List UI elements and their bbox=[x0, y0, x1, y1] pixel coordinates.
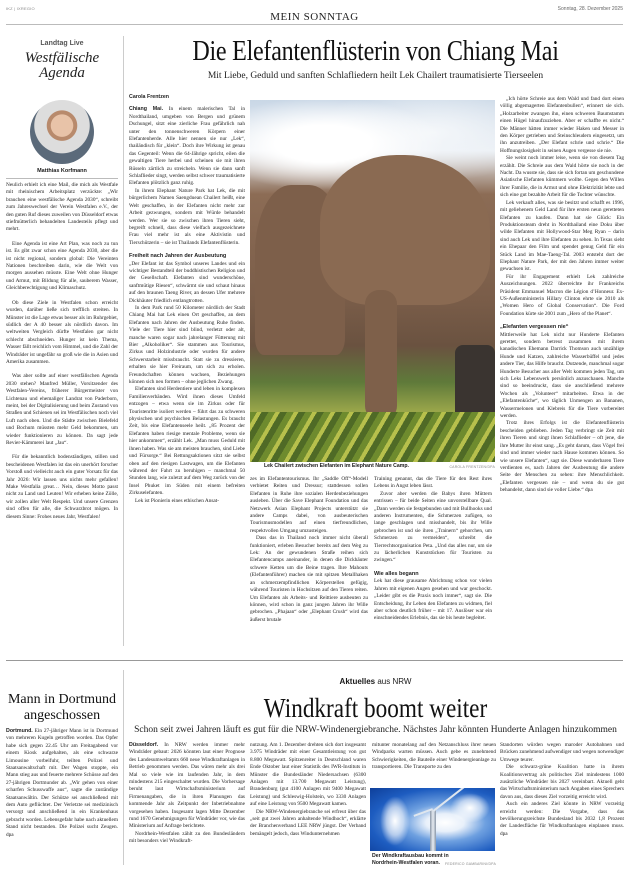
article-paragraph: zes im Elefantentourismus. Ihr „Saddle Off“-Modell verbietet Reiten und Dressur; stattdessen sollen Elefanten in Ruhe ihre sozialen Herdenbeziehungen ausleben. Über die Save Elephant Foundation und das Netzwerk Asian Elephant Projects unterstützt sie andere Camps dabei, von ausbeuterischen Tourismusmodellen auf einen tierfreundlichen, respektvollen Umgang umzusteigen. bbox=[250, 476, 368, 534]
wind-photo-caption: Der Windkraftausbau kommt in Nordrhein-Westfalen voran. bbox=[372, 853, 449, 866]
section-divider bbox=[6, 660, 623, 661]
article-paragraph: Lek hat diese grausame Abrichtung schon vor vielen Jahren mit eigenen Augen gesehen und war geschockt. „Leider gibt es die Praxis noch immer“, sagt sie. Die Entscheidung, ihr Leben den Elefanten zu widmen, fiel aber schon deutlich früher – mit 17. Auslöser war ein einschneidendes Erlebnis, das sie bis heute begleitet. bbox=[374, 578, 492, 622]
article-column-3 bbox=[374, 476, 492, 623]
section-label-rest: aus NRW bbox=[375, 677, 412, 686]
photo-cloud bbox=[380, 796, 410, 846]
newspaper-logo: IKZ | IXREGIO bbox=[6, 6, 35, 11]
nrw-paragraph: Nordrhein-Westfalen zählt zu den Bundesländern mit besonders viel Windkraft- bbox=[129, 830, 245, 845]
nrw-column-3 bbox=[372, 742, 496, 772]
column-separator bbox=[123, 670, 124, 865]
photo-credit: CAROLA FRENTZEN/DPA bbox=[449, 465, 495, 469]
column-paragraph: Neulich erhielt ich eine Mail, die mich als Westfale mit rheinischem Arbeitsplatz verzückte: „Wir brauchen eine westfälische Agenda 2030“, schreibt zum Jahreswechsel der Verein Westfalen e.V., der den guten Ruf dieses zuweilen von Düsseldorf etwas stiefmütterlich behandelten Landesteils pflegt und mehrt. bbox=[6, 182, 118, 233]
article-deck: Mit Liebe, Geduld und sanften Schlafliedern heilt Lek Chailert traumatisierte Tierseelen bbox=[207, 71, 544, 81]
photo-cloud bbox=[450, 793, 490, 823]
article-paragraph: Für ihr Engagement erhielt Lek zahlreiche Auszeichnungen. 2022 überreichte ihr Frankreichs Präsident Emmanuel Macron die Légion d’Honneur. Ex-US-Außenministerin Hillary Clinton ehrte sie 2010 als „Women Hero of Global Conservation“. Die Ford Foundation kürte sie 2001 zum „Hero of the Planet“. bbox=[500, 273, 624, 317]
article-paragraph: Lek verkauft alles, was sie besitzt und schafft es 1996, mit geliehenem Geld Land für ihre ersten neun geretteten Elefanten zu kaufen. Dann hat sie Glück: Ein Produktionsteam dreht in Nordthailand eine Doku über wilde Elefanten mit Hollywood-Star Meg Ryan – darin sind auch Lek und ihre Elefanten zu sehen. In Texas sieht ein Ehepaar den Film und spendet genug Geld für ein Stück Land im Mae-Taeng-Tal. 2003 entsteht dort der Elephant Nature Park, der mit den Jahren immer weiter gewachsen ist. bbox=[500, 199, 624, 273]
section-title: MEIN SONNTAG bbox=[270, 11, 359, 23]
article-paragraph: In ihrem Elephant Nature Park hat Lek, die mit bürgerlichem Namen Saengduean Chailert heißt, eine Welt geschaffen, in der Elefanten nicht mehr zur Arbeit gezwungen, sondern mit Würde behandelt werden. Wer sie so zwischen ihren Tieren sieht, begreift schnell, dass diese vielfach ausgezeichnete Frau viel mehr ist als eine Aktivistin und Tierschützerin – sie ist Thailands Elefantenflüsterin. bbox=[129, 187, 245, 246]
nrw-headline: Windkraft boomt weiter bbox=[263, 693, 488, 723]
column-paragraph: Was aber sollte auf einer westfälischen Agenda 2030 stehen? Manfred Müller, Vorsitzender des Westfalen-Vereins, früherer Bürgermeister von Lichtenau und ehemaliger Landrat von Paderborn, meint, bei der Digitalisierung und beim Zustand von Straßen und Schienen sei im Westfälischen noch viel Luft nach oben. Und die Städte zwischen Bielefeld und Bochum müssten mehr Geld bekommen, um wieder funktionieren zu können. Da sagt jede Revier-Kämmerei laut „Jau“. bbox=[6, 373, 119, 446]
article-paragraph: Sie weint noch immer leise, wenn sie von diesem Tag erzählt. Die Schreie aus dem Wald hörte sie noch in der Nacht. Da wusste sie, dass sie sich fortan um geschundene Asiatische Elefanten kümmern wollte. Gegen den Willen ihrer Familie, die in Armut und ohne Elektrizität lebte und sich eine gut bezahlte Arbeit für die Tochter wünschte. bbox=[500, 155, 625, 199]
turbine-tower bbox=[430, 810, 436, 851]
article-column-2 bbox=[250, 476, 368, 624]
opinion-column bbox=[6, 40, 118, 81]
nrw-paragraph: Die schwarz-grüne Koalition hatte in ihrem Koalitionsvertrag als politisches Ziel mindestens 1000 zusätzliche Windräder bis 2027 vereinbart. Aktuell geht das Wirtschaftsministerium nach Angaben eines Sprechers davon aus, dass dieses Ziel vorzeitig erreicht wird. bbox=[500, 764, 624, 800]
brief-body bbox=[6, 728, 118, 839]
article-author: Carola Frentzen bbox=[129, 94, 170, 100]
article-paragraph: Elefanten sind Herdentiere und leben in komplexen Familienverbänden. Wird ihnen dieses Umfeld entzogen – etwa wenn sie im Zirkus oder für Touristenritte isoliert werden – führt das zu schweren physischen und psychischen Belastungen. Es braucht Zeit, bis eine Elefantenseele heilt. „85 Prozent der Elefanten haben riesige mentale Probleme, wenn sie hier ankommen“, erzählt Lek. „Man muss Geduld mit ihnen haben. Was sie am meisten brauchen, sind Liebe und Fürsorge.“ Bei Rettungsaktionen sitzt sie selbst oben auf den riesigen Lastwagen, um die Elefanten während der Fahrt zu beruhigen – manchmal 50 Stunden lang, wie zuletzt auf dem Weg zurück von der Insel Phuket im Süden mit einem befreiten Zirkuselefanten. bbox=[129, 386, 245, 497]
wind-photo-credit: FEDERICO GAMBARINI/DPA bbox=[444, 862, 496, 866]
article-paragraph: Training genannt, das die Tiere für den Rest ihres Lebens in Angst leben lässt. bbox=[374, 476, 492, 490]
nrw-paragraph: Auch ein anderes Ziel könnte in NRW vorzeitig erreicht werden: Die Vorgabe, dass das bevölkerungsreichste Bundesland bis 2032 1,8 Prozent der Landesfläche für Windkraftanlagen einplanen muss. dpa bbox=[500, 801, 624, 837]
section-label-bold: Aktuelles bbox=[339, 677, 376, 686]
brief-dateline: Dortmund. bbox=[6, 728, 33, 734]
article-paragraph: Mittlerweile hat Lek nicht nur Hunderte Elefanten gerettet, sondern betreut zusammen mit ihrem kanadischen Ehemann Darrick Thomson auch unzählige Hunde und Katzen, zahlreiche Wasserbüffel und jedes andere Tier, das Hilfe braucht. Dutzende, manchmal sogar Hunderte Besucher aus aller Welt kommen jeden Tag, um sich Leks Lebenswerk persönlich anzuschauen. Manche sind so beeindruckt, dass sie anschließend mehrere Wochen als „Volunteer“ mitarbeiten. Etwa in der „Elefantenküche“, wo täglich Unmengen an Bananen, Wassermelonen und Klebreis für die Tiere vorbereitet werden. bbox=[500, 331, 624, 420]
nrw-paragraph: mitunter monatelang auf den Netzanschluss ihrer neuen Windparks warten müssen. Auch gebe es zunehmend Schwierigkeiten, die Bauteile einer Windenergieanlage zu transportieren. Die Transporte zu den bbox=[372, 742, 496, 771]
column-title-line2: Agenda bbox=[39, 65, 85, 81]
column-paragraph: Eine Agenda ist eine Art Plan, was noch zu tun ist. Es gibt zwar schon eine Agenda 2030, aber die ist nicht regional, sondern global: Die Vereinten Nationen beschreiben darin, wie die Welt von morgen aussehen müsste. Eine Welt ohne Hunger und Armut, mit Bildung für alle, sauberem Wasser, Gleichberechtigung und Klimaschutz. bbox=[6, 240, 118, 292]
nrw-column-2 bbox=[250, 742, 366, 838]
article-column-1 bbox=[129, 94, 245, 505]
article-paragraph: In einem malerischen Tal in Nordthailand, umgeben von Bergen und grünem Dschungel, sitzt eine zierliche Frau gefährlich nah unter den tonnenschweren Körpern einer Elefantenherde. Alle hier nennen sie nur „Lek“, thailändisch für „klein“. Doch ihre Wirkung ist genau das Gegenteil: Wenn die 64-Jährige spricht, eilen die gewaltigen Tiere herbei und scheinen sie mit ihren Rüsseln zärtlich zu streicheln. Wenn sie dann sanft Schlaflieder singt, werden selbst schwer traumatisierte Elefanten plötzlich ganz ruhig. bbox=[129, 106, 245, 187]
nrw-dateline: Düsseldorf. bbox=[129, 742, 159, 748]
column-body bbox=[6, 182, 118, 521]
column-paragraph: Für die bekanntlich bodenständigen, stillen und bescheidenen Westfalen ist das ein unerhört forscher Vorstoß und vielleicht auch ein guter Vorsatz für das Jahr 2026: Wir lassen uns nichts mehr gefallen! Make Westfalia great… Nein, dieses Motto passt nicht zu Land und Leuten! Wir erheben keine Zölle, wir zollen aller Welt Respekt. Und unsere Grenzen sind offen für alle, die Schwarzbrot mögen. In diesem Sinne: Frohes neues Jahr, Westfalen! bbox=[6, 454, 118, 520]
column-author: Matthias Korfmann bbox=[37, 168, 87, 174]
article-paragraph: Lek ist Pionierin eines ethischen Ansat- bbox=[135, 497, 219, 504]
article-paragraph: Zuvor aber werden die Babys ihren Müttern entrissen – für beide Seiten eine unvorstellbare Qual. „Dann werden sie festgebunden und mit Bullhooks und anderen Instrumenten, die Schmerzen zufügen, so lange geschlagen und misshandelt, bis ihr Wille gebrochen ist und sie ihren „Trainern“ gehorchen, um Schmerzen zu vermeiden“, schreibt die Tierrechtsorganisation Peta. „Und das alles nur, um sie zu lächerlichen Kunststücken für Touristen zu zwingen.“ bbox=[374, 490, 492, 564]
article-paragraph: Dass das in Thailand noch immer nicht überall funktioniert, erleben Besucher bereits auf dem Weg zu Lek: An der gewundenen Straße reihen sich Elefantencamps aneinander, in denen die Dickhäuter schwere Ketten um die Beine tragen. Ihre Mahouts (Elefantenführer) machen sie mit spitzen Metallhaken an schmerzempfindlichen Körperstellen gefügig, während Touristen in Hochsitzen auf den Tieren reiten. Um Elefanten als Arbeits- und Reittiere ausbeuten zu können, wird schon in ganz jungen Jahren ihr Wille gebrochen. „Phajaan“ oder „Elephant Crush“ wird das äußerst brutale bbox=[250, 535, 368, 623]
column-separator bbox=[123, 36, 124, 646]
brief-headline: Mann in Dortmund angeschossen bbox=[7, 692, 117, 723]
column-paragraph: Ob diese Ziele in Westfalen schon erreicht wurden, darüber ließe sich trefflich streiten. In Münster ist die Lage etwas besser als im Ruhrgebiet, südlich der A 40 besser als nördlich davon. Im weltweiten Vergleich dürfte Westfalen gar nicht schlecht abschneiden. Hunger ist kein Thema, Wasser fällt reichlich vom Himmel, und die Zahl der Windräder ist ungefähr so groß wie die in Asien und Amerika zusammen. bbox=[6, 299, 118, 365]
photo-caption: Lek Chailert zwischen Elefanten im Elephant Nature Camp. bbox=[264, 463, 409, 469]
article-paragraph: In dem Park rund 50 Kilometer nördlich der Stadt Chiang Mai hat Lek einen Ort geschaffen, an dem Elefanten nach Jahren der Ausbeutung Ruhe finden. Viele der Tiere hier sind blind, verletzt oder alt, manche waren sogar nach jahrelanger Fütterung mit Bier „Alkoholiker“. Sie stammen aus Tourismus, Zirkus und Holzindustrie oder wurden für andere Schwerstarbeit missbraucht. Statt sie zu dressieren, erhalten sie hier Freiraum, um sich zu erholen. Freundschaften können wachsen, Beziehungen können sich neu formen – ohne jeglichen Zwang. bbox=[129, 304, 245, 386]
section-label bbox=[128, 677, 623, 686]
article-paragraph: „Ich hörte Schreie aus dem Wald und fand dort einen völlig abgemagerten Elefantenbullen“, erinnert sie sich. „Holzarbeiter zwangen ihn, einen schweren Baumstamm einen Hügel hinaufzuziehen. Aber er schaffte es nicht.“ Die Männer hätten immer wieder Haken und Messer in den Körper getrieben und Steinschleudern eingesetzt, um ihn anzutreiben. „Der Elefant schrie und schrie.“ Die Hoffnungslosigkeit in seinen Augen vergesse sie nie. bbox=[500, 96, 624, 154]
nrw-paragraph: Standorten würden wegen maroder Autobahnen und Brücken zunehmend aufwendiger und wegen notwendiger Umwege teurer. bbox=[500, 742, 624, 763]
photo-leaves bbox=[250, 412, 495, 462]
column-kicker: Landtag Live bbox=[40, 40, 84, 47]
photo-elephant-head bbox=[320, 155, 490, 305]
brief-text: Ein 27-jähriger Mann ist in Dortmund von mehreren Kugeln getroffen worden. Das Opfer habe sich gegen 22.45 Uhr am Freitagabend vor einem Kiosk aufgehalten, als eine schwarze Limousine vorbeifuhr, teilten Polizei und Staatsanwaltschaft mit. Der Wagen stoppte, ein Mann stieg aus und feuerte mehrere Schüsse auf den 27-jährigen Dortmunder ab. „Wir gehen von einer scharfen Schusswaffe aus“, sagte die zuständige Staatsanwältin. Der Schütze sei anschließend mit dem Auto geflüchtet. Der Verletzte sei medizinisch versorgt und anschließend in ein Krankenhaus gebracht worden. Lebensgefahr habe nach aktuellem Stand nicht bestanden. Die Polizei sucht Zeugen. dpa bbox=[6, 728, 119, 838]
photo-elephant-trunk bbox=[365, 290, 397, 420]
article-subhead: Freiheit nach Jahren der Ausbeutung bbox=[129, 253, 227, 260]
column-title-line1: Westfälische bbox=[24, 50, 100, 66]
elephant-photo bbox=[250, 100, 495, 462]
nrw-paragraph: In NRW werden immer mehr Windräder gebaut: 2026 könnten laut einer Prognose des Landesumweltamts 660 neue Windkraftanlagen in Betrieb genommen werden. Das wären mehr als drei Mal so viele wie im laufenden Jahr, in dem mindestens 215 eingeschaltet wurden. Die Vorhersage beruht laut Wirtschaftsministerium auf Firmenangaben, die in ihren Planungen das kommende Jahr als Zeitpunkt der Inbetriebnahme vorgesehen haben. Insgesamt lagen Mitte Dezember rund 1670 Genehmigungen für Windräder vor, wie das Ministerium auf Anfrage berichtete. bbox=[129, 742, 246, 830]
nrw-paragraph: nutzung. Am 1. Dezember drehten sich dort insgesamt 3.975 Windräder mit einer Gesamtleistung von gut 8.800 Megawatt. Spitzenreiter in Deutschland waren Ende Oktober laut einer Statistik des IWR-Instituts in Münster die Bundesländer Niedersachsen (6300 Anlagen mit 13.700 Megawatt Leistung), Brandenburg (gut 4100 Anlagen mit 9400 Megawatt Leistung) und Schleswig-Holstein, wo 3330 Anlagen auf eine Leistung von 9500 Megawatt kamen. bbox=[250, 742, 366, 808]
article-paragraph: „Der Elefant ist das Symbol unseres Landes und ein wichtiger Bestandteil der buddhistischen Religion und der Gesellschaft. Elefanten sind wunderschöne, sanftmütige Riesen“, schwärmt sie und schaut hinaus auf den braunen Taeng River, an dessen Ufer mehrere Dickhäuter friedlich entlangtrotten. bbox=[129, 260, 245, 304]
author-avatar bbox=[30, 100, 94, 164]
article-paragraph: Trotz ihres Erfolgs ist die Elefantenflüsterin bescheiden geblieben. Jeden Tag verbringt sie Zeit mit ihren Tieren und singt ihnen Schlaflieder – oft jene, die ihre Mutter ihr einst sang. „Es geht darum, dass Vögel frei sind und immer wieder nach Hause kommen können. So wie unsere Elefanten“, sagt sie. Diese wunderbaren Tiere verdienten es, nach Jahren der Ausbeutung die andere Seite der Menschen zu sehen: ihre Menschlichkeit. „Elefanten vergessen nie – und wenn du sie gut behandelst, dann sind sie voller Liebe.“ dpa bbox=[500, 420, 624, 494]
article-column-4 bbox=[500, 96, 624, 495]
article-subhead: „Elefanten vergessen nie“ bbox=[500, 324, 569, 331]
column-divider bbox=[6, 178, 118, 179]
article-headline: Die Elefantenflüsterin von Chiang Mai bbox=[192, 36, 559, 67]
article-dateline: Chiang Mai. bbox=[129, 106, 164, 113]
nrw-column-1 bbox=[129, 742, 245, 846]
nrw-paragraph: Die NRW-Windenergiebranche sei erfreut über das „seit gut zwei Jahren anhaltende Windhoch“, erklärte der Branchenverband LEE NRW jüngst. Der Verband bemängelt jedoch, dass Windunternehmen bbox=[250, 808, 366, 837]
issue-date: Sonntag, 28. Dezember 2025 bbox=[557, 6, 623, 12]
wind-turbine-photo bbox=[370, 788, 495, 851]
nrw-deck: Schon seit zwei Jahren läuft es gut für die NRW-Windenergiebranche. Nächstes Jahr könnten Hunderte Anlagen hinzukommen bbox=[134, 725, 617, 735]
article-subhead: Wie alles begann bbox=[374, 570, 419, 577]
header-divider bbox=[6, 24, 623, 25]
nrw-column-4 bbox=[500, 742, 624, 838]
